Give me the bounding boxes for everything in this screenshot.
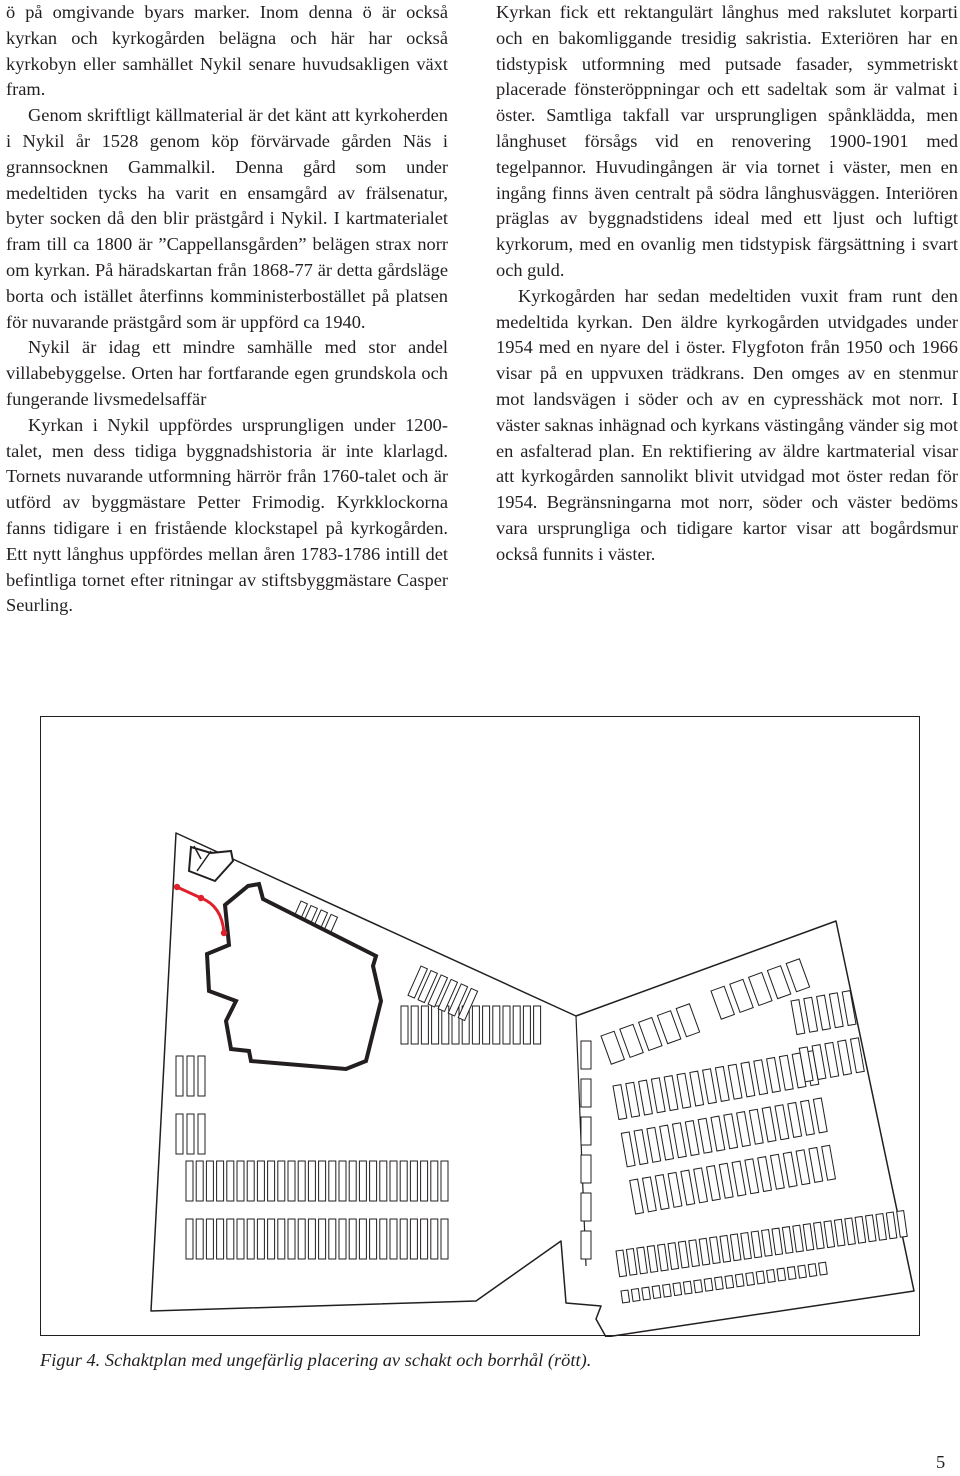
grave-plot [626,1249,637,1276]
grave-plot [749,1109,763,1144]
grave-plot [198,1056,205,1096]
grave-plot [746,1273,755,1286]
grave-plot [359,1219,366,1259]
grave-plot [421,1161,428,1201]
grave-plot [410,1161,417,1201]
grave-plot [637,1247,648,1274]
paragraph: ö på omgivande byars marker. Inom denna ö är också kyrkan och kyrkogården belägna och här har också kyrkobyn eller samhället Nykil senare huvudsakligen växt fram. [6,2,448,100]
grave-plot [400,1161,407,1201]
grave-plot [775,1105,789,1140]
grave-plot [715,1067,729,1102]
grave-plot [639,1018,662,1051]
grave-plot [699,1238,710,1265]
grave-plot [651,1078,665,1113]
grave-plot [410,1219,417,1259]
grave-plot [472,1006,479,1044]
grave-plot [581,1079,591,1107]
site-plan-figure [40,716,920,1336]
grave-plot [855,1216,866,1243]
grave-plot [715,1277,724,1290]
grave-plot [673,1123,687,1158]
grave-plot [380,1219,387,1259]
grave-plot [176,1056,183,1096]
grave-plot [745,1159,759,1194]
grave-plot [349,1161,356,1201]
grave-plot [663,1284,672,1297]
grave-plot [783,1152,797,1187]
grave-plot [741,1233,752,1260]
grave-plot [503,1006,510,1044]
grave-plot [319,1161,326,1201]
grave-plot [749,973,772,1006]
grave-plot [803,1224,814,1251]
grave-plot [196,1161,203,1201]
grave-plot [621,1290,630,1303]
grave-plot [673,1283,682,1296]
grave-plot [814,1222,825,1249]
grave-plot [237,1161,244,1201]
grave-plot [704,1278,713,1291]
page-number: 5 [936,1452,946,1472]
grave-plot [441,1161,448,1201]
grave-plot [730,979,753,1012]
trench-line [177,887,224,933]
grave-plot [431,1161,438,1201]
grave-plot [268,1219,275,1259]
grave-plot [329,1219,336,1259]
grave-plot [685,1121,699,1156]
grave-plot [288,1219,295,1259]
grave-plot [206,1161,213,1201]
grave-plot [411,1006,418,1044]
grave-plot [813,1098,827,1133]
grave-plot [634,1130,648,1165]
grave-plot [767,1058,781,1093]
grave-plot [441,1219,448,1259]
grave-plot [668,1172,682,1207]
grave-plot [247,1219,254,1259]
grave-plot [655,1175,669,1210]
grave-plot [196,1219,203,1259]
grave-plot [631,1289,640,1302]
grave-plot [741,1062,755,1097]
grave-plot [819,1262,828,1275]
grave-plot [793,1225,804,1252]
grave-plot [339,1219,346,1259]
grave-plot [647,1246,658,1273]
grave-plot [730,1234,741,1261]
grave-plot [198,1114,205,1154]
grave-plot [217,1161,224,1201]
left-text-column [6,0,448,619]
grave-plot [329,1161,336,1201]
grave-plot [710,1237,721,1264]
paragraph: Kyrkan fick ett rektangulärt långhus med rakslutet korparti och en bakomliggande tresidig sakristia. Exteriören har en tidstypisk utformning med putsade fasader, symmetriskt placerade fönsteröppningar och ett sadeltak som är valmat i öster. Samtliga takfall var ursprungligen spånklädda, men långhuset försågs vid en renovering 1900-1901 med tegelpannor. Huvudingången är via tornet i väster, men en ingång finns även centralt på södra långhusväggen. Interiören präglas av byggnadstidens ideal med ett ljust och luftigt kyrkorum, med en ovanlig men tidstypisk färgsättning i svart och guld. [496,2,958,280]
grave-plot [278,1219,285,1259]
grave-plot [845,1218,856,1245]
grave-plot [626,1082,640,1117]
grave-plot [298,1219,305,1259]
grave-plot [620,1024,643,1057]
grave-plot [787,1267,796,1280]
grave-plot [658,1244,669,1271]
grave-plot [798,1265,807,1278]
grave-plot [822,1145,836,1180]
grave-plot [581,1041,591,1069]
grave-plot [421,1219,428,1259]
grave-plot [801,1100,815,1135]
paragraph: Kyrkogården har sedan medeltiden vuxit fram runt den medeltida kyrkan. Den äldre kyrkogården utvidgades under 1954 med en nyare del i öster. Flygfoton från 1950 och 1966 visar på en uppvuxen trädkrans. Den omges av en stenmur mot landsvägen i söder och av en cypresshäck mot norr. I väster saknas inhägnad och kyrkans västingång vänder sig mot en asfalterad plan. En rektifiering av äldre kartmaterial visar att kyrkogården sannolikt blivit utvidgad mot öster redan för 1954. Begränsningarna mot norr, söder och väster bedöms vara ursprungliga och tidigare kartor visar att bogårdsmur också funnits i väster. [496,285,958,564]
grave-plot [390,1161,397,1201]
grave-plot [866,1215,877,1242]
grave-plot [719,1163,733,1198]
grave-plot [298,1161,305,1201]
grave-plot [613,1085,627,1120]
bore-hole [198,895,204,901]
grave-plot [493,1006,500,1044]
grave-plot [897,1211,908,1238]
grave-plot [767,966,790,999]
grave-plot [791,1000,805,1035]
grave-plot [630,1179,644,1214]
grave-plot [581,1155,591,1183]
grave-plot [432,1006,439,1044]
grave-plot [886,1212,897,1239]
grave-plot [683,1281,692,1294]
grave-plot [735,1274,744,1287]
paragraph: Genom skriftligt källmaterial är det känt att kyrkoherden i Nykil år 1528 genom köp förvärvade gården Näs i grannsocknen Gammalkil. Denna gård som under medeltiden tycks ha varit en ensamgård av frälsenatur, byter socken då den blir prästgård i Nykil. I kartmaterialet fram till ca 1800 är ”Cappellansgården” belägen strax norr om kyrkan. På häradskartan från 1868-77 är detta gårdsläge borta och istället återfinns komministerbostället på platsen för nuvarande prästgård som är uppförd ca 1940. [6,105,448,332]
grave-plot [681,1170,695,1205]
grave-plot [690,1071,704,1106]
grave-plot [206,1219,213,1259]
grave-plot [711,986,734,1019]
grave-plot [319,1219,326,1259]
grave-plot [288,1161,295,1201]
grave-plot [581,1231,591,1259]
grave-plot [187,1056,194,1096]
grave-plot [616,1250,627,1277]
grave-plot [762,1230,773,1257]
grave-plot [278,1161,285,1201]
grave-plot [678,1241,689,1268]
grave-plot [534,1006,541,1044]
grave-plot [703,1069,717,1104]
grave-plot [694,1280,703,1293]
grave-plot [513,1006,520,1044]
grave-plot [523,1006,530,1044]
grave-plot [176,1114,183,1154]
grave-plot [370,1219,377,1259]
grave-plot [268,1161,275,1201]
grave-plot [664,1076,678,1111]
bore-hole [221,930,227,936]
grave-plot [728,1064,742,1099]
grave-plot [643,1177,657,1212]
grave-plot [725,1275,734,1288]
grave-plot [668,1243,679,1270]
paragraph: Kyrkan i Nykil uppfördes ursprungligen under 1200-talet, men dess tidiga byggnadshistoria är inte klarlagd. Tornets nuvarande utformning härrör från 1760-talet och är utförd av byggmästare Petter Frimodig. Kyrkklockorna fanns tidigare i en fristående klockstapel på kyrkogården. Ett nytt långhus uppfördes mellan åren 1783-1786 intill det befintliga tornet efter ritningar av stiftsbyggmästare Casper Seurling. [6,414,448,616]
grave-plot [187,1114,194,1154]
grave-plot [838,1040,852,1075]
grave-plot [694,1168,708,1203]
grave-plot [808,1264,817,1277]
grave-plot [720,1235,731,1262]
right-text-column [496,0,958,568]
grave-plot [257,1219,264,1259]
grave-plot [786,959,809,992]
grave-plot [758,1157,772,1192]
grave-plot [796,1150,810,1185]
paragraph: Nykil är idag ett mindre samhälle med stor andel villabebyggelse. Orten har fortfarande egen grundskola och fungerande livsmedelsaffär [6,337,448,409]
grave-plot [809,1148,823,1183]
grave-plot [421,1006,428,1044]
grave-plot [817,995,831,1030]
grave-plot [829,993,843,1028]
site-plan-drawing [41,717,921,1337]
grave-plot [754,1060,768,1095]
grave-plot [186,1161,193,1201]
grave-plot [370,1161,377,1201]
grave-plot [660,1125,674,1160]
grave-plot [737,1112,751,1147]
grave-plot [876,1214,887,1241]
grave-plot [732,1161,746,1196]
grave-plot [601,1031,624,1064]
grave-plot [581,1117,591,1145]
grave-plot [647,1127,661,1162]
figure-caption: Figur 4. Schaktplan med ungefärlig placering av schakt och borrhål (rött). [40,1350,592,1370]
grave-plot [782,1227,793,1254]
grave-plot [777,1268,786,1281]
grave-plot [186,1219,193,1259]
grave-plot [804,997,818,1032]
grave-plot [400,1219,407,1259]
grave-plot [639,1080,653,1115]
grave-plot [621,1132,635,1167]
grave-plot [308,1219,315,1259]
bore-hole [174,884,180,890]
grave-plot [689,1240,700,1267]
grave-plot [824,1221,835,1248]
grave-plot [772,1228,783,1255]
grave-plot [779,1055,793,1090]
grave-plot [677,1073,691,1108]
grave-plot [237,1219,244,1259]
grave-plot [257,1161,264,1201]
grave-plot [767,1270,776,1283]
grave-plot [825,1042,839,1077]
grave-plot [442,1006,449,1044]
grave-plot [247,1161,254,1201]
grave-plot [676,1004,699,1037]
grave-plot [707,1166,721,1201]
grave-plot [657,1011,680,1044]
grave-plot [834,1219,845,1246]
grave-plot [390,1219,397,1259]
grave-plot [339,1161,346,1201]
grave-plot [349,1219,356,1259]
grave-plot [762,1107,776,1142]
grave-plot [642,1287,651,1300]
grave-plot [771,1154,785,1189]
grave-plot [217,1219,224,1259]
grave-plot [724,1114,738,1149]
grave-plot [308,1161,315,1201]
grave-plot [788,1103,802,1138]
grave-plot [227,1219,234,1259]
grave-plot [359,1161,366,1201]
grave-plot [401,1006,408,1044]
grave-plot [652,1286,661,1299]
grave-plot [711,1116,725,1151]
grave-plot [227,1161,234,1201]
grave-plot [581,1193,591,1221]
grave-plot [431,1219,438,1259]
grave-plot [380,1161,387,1201]
grave-plot [751,1231,762,1258]
grave-plot [698,1118,712,1153]
church-outline [207,884,381,1069]
grave-plot [483,1006,490,1044]
grave-plot [756,1271,765,1284]
